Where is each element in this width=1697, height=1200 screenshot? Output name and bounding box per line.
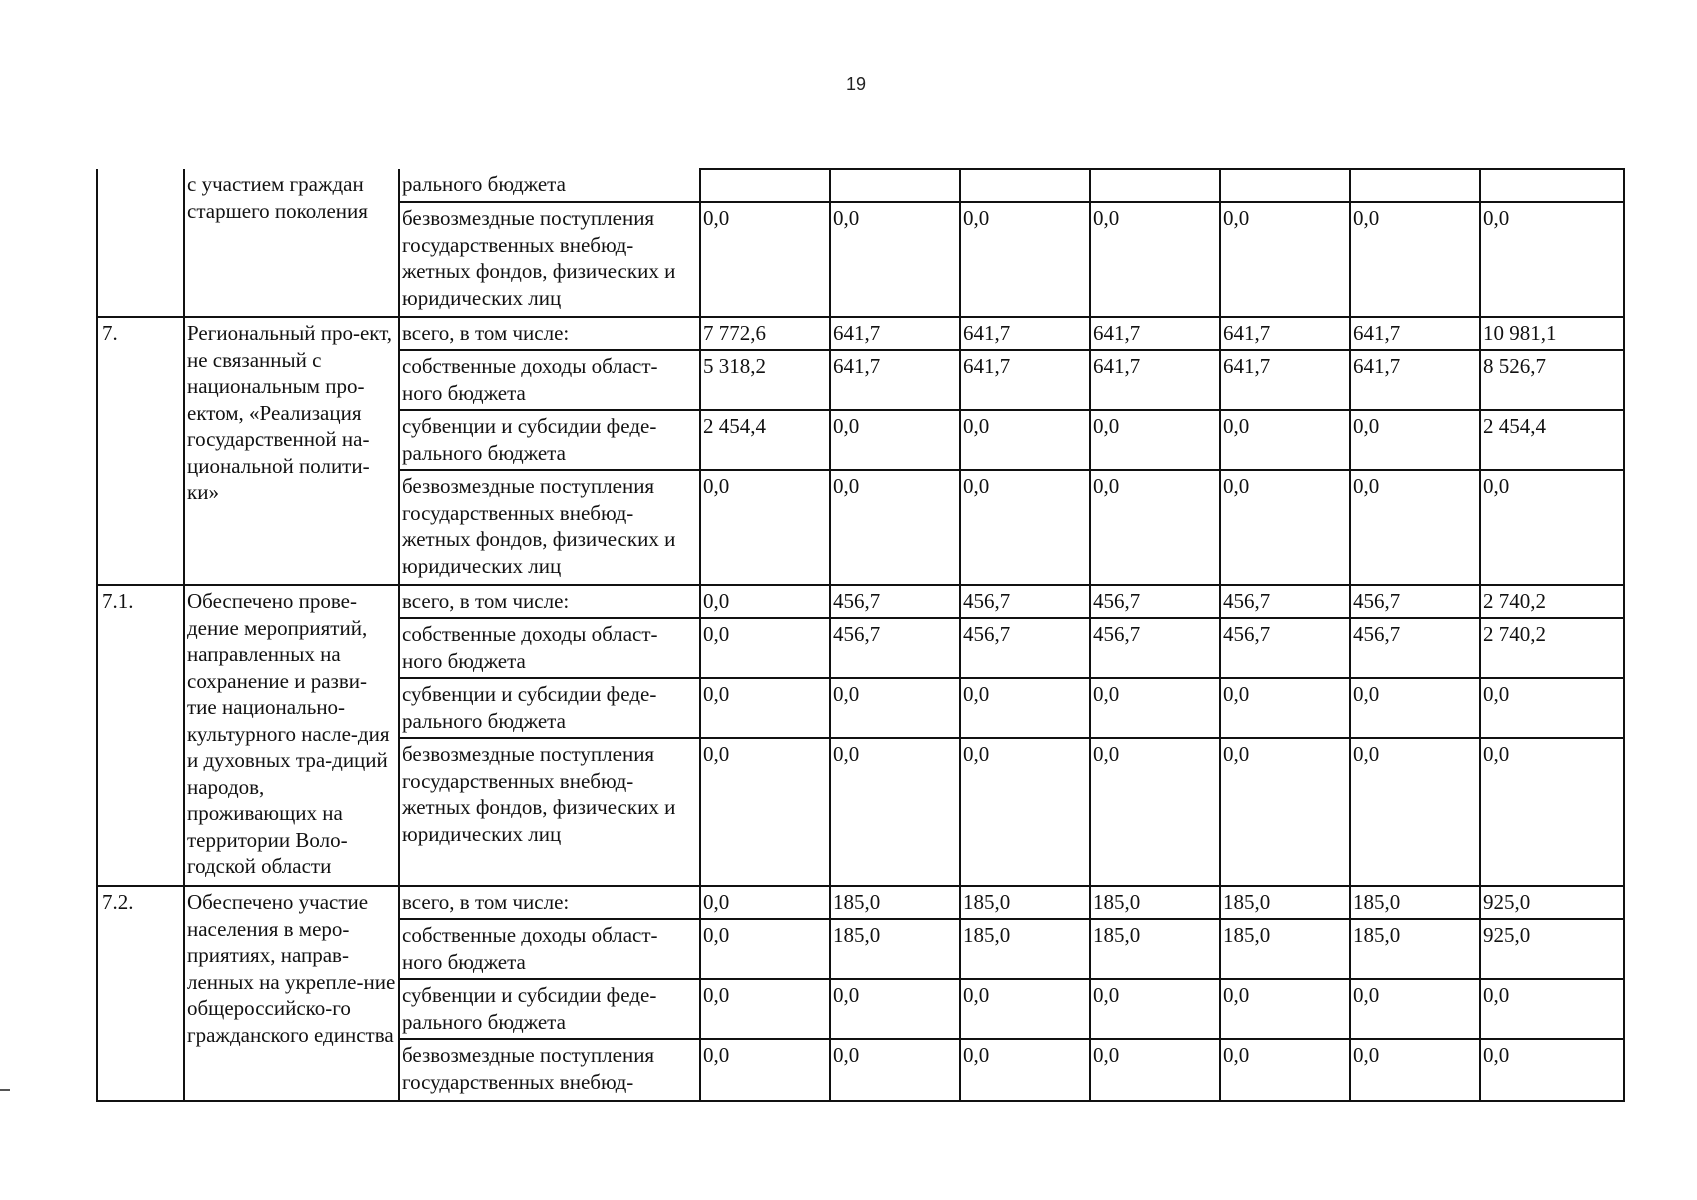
value-cell: 0,0 [960, 678, 1090, 738]
value-cell [700, 169, 830, 202]
row-name-cell: Обеспечено прове-дение мероприятий, направленных на сохранение и разви-тие национально-культурного насле-дия и духовных тра-диций народов, проживающих на территории Воло-годской области [184, 585, 399, 886]
value-cell: 641,7 [1090, 317, 1220, 350]
value-cell: 0,0 [1220, 1039, 1350, 1101]
source-cell: субвенции и субсидии феде-рального бюджета [399, 979, 700, 1039]
row-name-cell: Обеспечено участие населения в меро-приятиях, направ-ленных на укрепле-ние общероссийско-го гражданского единства [184, 886, 399, 1101]
value-cell: 0,0 [1350, 410, 1480, 470]
value-cell: 0,0 [700, 470, 830, 585]
value-cell: 0,0 [1220, 979, 1350, 1039]
source-cell: собственные доходы област-ного бюджета [399, 919, 700, 979]
table-row [97, 317, 1624, 350]
value-cell: 0,0 [1220, 410, 1350, 470]
value-cell: 0,0 [830, 470, 960, 585]
value-cell: 641,7 [830, 317, 960, 350]
value-cell: 0,0 [830, 979, 960, 1039]
value-cell: 0,0 [1350, 1039, 1480, 1101]
value-cell: 0,0 [700, 886, 830, 919]
value-cell: 0,0 [1480, 678, 1624, 738]
value-cell: 925,0 [1480, 919, 1624, 979]
row-index-cell [97, 169, 184, 317]
value-cell: 185,0 [1090, 886, 1220, 919]
value-cell: 456,7 [1090, 618, 1220, 678]
value-cell: 456,7 [1350, 618, 1480, 678]
value-cell: 641,7 [830, 350, 960, 410]
value-cell: 641,7 [1090, 350, 1220, 410]
value-cell [960, 169, 1090, 202]
value-cell: 8 526,7 [1480, 350, 1624, 410]
value-cell: 456,7 [1350, 585, 1480, 618]
source-cell: субвенции и субсидии феде-рального бюджета [399, 410, 700, 470]
value-cell [1090, 169, 1220, 202]
value-cell: 0,0 [1220, 202, 1350, 317]
source-cell: рального бюджета [399, 169, 700, 202]
value-cell: 0,0 [700, 979, 830, 1039]
margin-mark [0, 1089, 10, 1091]
value-cell: 0,0 [960, 202, 1090, 317]
value-cell: 0,0 [1220, 470, 1350, 585]
row-index-cell: 7.1. [97, 585, 184, 886]
source-cell: всего, в том числе: [399, 317, 700, 350]
value-cell: 0,0 [1090, 678, 1220, 738]
value-cell: 0,0 [1350, 738, 1480, 886]
value-cell: 0,0 [1220, 738, 1350, 886]
value-cell: 2 454,4 [1480, 410, 1624, 470]
source-cell: безвозмездные поступления государственных внебюд-жетных фондов, физических и юридических лиц [399, 202, 700, 317]
value-cell: 0,0 [1480, 202, 1624, 317]
value-cell: 0,0 [1090, 979, 1220, 1039]
value-cell: 456,7 [830, 618, 960, 678]
value-cell: 0,0 [700, 678, 830, 738]
value-cell: 2 740,2 [1480, 585, 1624, 618]
value-cell: 0,0 [700, 919, 830, 979]
source-cell: собственные доходы област-ного бюджета [399, 618, 700, 678]
table-row [97, 169, 1624, 202]
value-cell: 185,0 [1350, 919, 1480, 979]
source-cell: субвенции и субсидии феде-рального бюджета [399, 678, 700, 738]
value-cell: 0,0 [830, 738, 960, 886]
value-cell: 185,0 [1350, 886, 1480, 919]
value-cell: 0,0 [700, 202, 830, 317]
source-cell: собственные доходы област-ного бюджета [399, 350, 700, 410]
value-cell: 0,0 [1090, 470, 1220, 585]
value-cell: 0,0 [1480, 979, 1624, 1039]
source-cell: всего, в том числе: [399, 585, 700, 618]
value-cell: 0,0 [960, 738, 1090, 886]
value-cell: 641,7 [1350, 350, 1480, 410]
source-cell: безвозмездные поступления государственных внебюд- [399, 1039, 700, 1101]
value-cell: 0,0 [700, 738, 830, 886]
table-row [97, 886, 1624, 919]
budget-table [96, 168, 1625, 1102]
value-cell: 0,0 [960, 470, 1090, 585]
value-cell: 0,0 [700, 585, 830, 618]
value-cell: 0,0 [960, 410, 1090, 470]
row-index-cell: 7.2. [97, 886, 184, 1101]
value-cell: 7 772,6 [700, 317, 830, 350]
row-index-cell: 7. [97, 317, 184, 585]
value-cell: 185,0 [1220, 919, 1350, 979]
row-name-cell: Региональный про-ект, не связанный с национальным про-ектом, «Реализация государственной на-циональной полити-ки» [184, 317, 399, 585]
value-cell: 456,7 [1220, 618, 1350, 678]
value-cell: 641,7 [1350, 317, 1480, 350]
value-cell: 0,0 [1480, 738, 1624, 886]
value-cell: 456,7 [1090, 585, 1220, 618]
source-cell: безвозмездные поступления государственных внебюд-жетных фондов, физических и юридических лиц [399, 738, 700, 886]
value-cell: 456,7 [1220, 585, 1350, 618]
value-cell: 641,7 [960, 317, 1090, 350]
value-cell: 0,0 [1090, 738, 1220, 886]
source-cell: безвозмездные поступления государственных внебюд-жетных фондов, физических и юридических лиц [399, 470, 700, 585]
value-cell: 2 740,2 [1480, 618, 1624, 678]
source-cell: всего, в том числе: [399, 886, 700, 919]
value-cell: 5 318,2 [700, 350, 830, 410]
value-cell: 0,0 [1350, 202, 1480, 317]
page-number: 19 [845, 74, 867, 94]
value-cell: 0,0 [1220, 678, 1350, 738]
value-cell [1480, 169, 1624, 202]
value-cell: 0,0 [830, 202, 960, 317]
value-cell: 0,0 [960, 979, 1090, 1039]
value-cell: 0,0 [1350, 979, 1480, 1039]
value-cell: 185,0 [830, 919, 960, 979]
value-cell: 641,7 [1220, 317, 1350, 350]
value-cell: 0,0 [1090, 410, 1220, 470]
value-cell [830, 169, 960, 202]
value-cell: 0,0 [1090, 1039, 1220, 1101]
value-cell: 641,7 [1220, 350, 1350, 410]
value-cell: 0,0 [700, 1039, 830, 1101]
value-cell: 0,0 [830, 678, 960, 738]
value-cell: 0,0 [1090, 202, 1220, 317]
value-cell: 0,0 [1350, 678, 1480, 738]
value-cell [1350, 169, 1480, 202]
value-cell: 456,7 [960, 618, 1090, 678]
value-cell: 185,0 [960, 919, 1090, 979]
value-cell: 0,0 [1480, 1039, 1624, 1101]
value-cell: 10 981,1 [1480, 317, 1624, 350]
value-cell: 456,7 [830, 585, 960, 618]
value-cell: 185,0 [960, 886, 1090, 919]
value-cell: 0,0 [830, 410, 960, 470]
value-cell [1220, 169, 1350, 202]
table-body [97, 169, 1624, 1101]
table-row [97, 585, 1624, 618]
value-cell: 2 454,4 [700, 410, 830, 470]
value-cell: 0,0 [830, 1039, 960, 1101]
row-name-cell: с участием граждан старшего поколения [184, 169, 399, 317]
value-cell: 0,0 [1480, 470, 1624, 585]
value-cell: 185,0 [830, 886, 960, 919]
value-cell: 0,0 [960, 1039, 1090, 1101]
value-cell: 925,0 [1480, 886, 1624, 919]
value-cell: 185,0 [1220, 886, 1350, 919]
value-cell: 185,0 [1090, 919, 1220, 979]
value-cell: 0,0 [1350, 470, 1480, 585]
value-cell: 641,7 [960, 350, 1090, 410]
value-cell: 456,7 [960, 585, 1090, 618]
value-cell: 0,0 [700, 618, 830, 678]
